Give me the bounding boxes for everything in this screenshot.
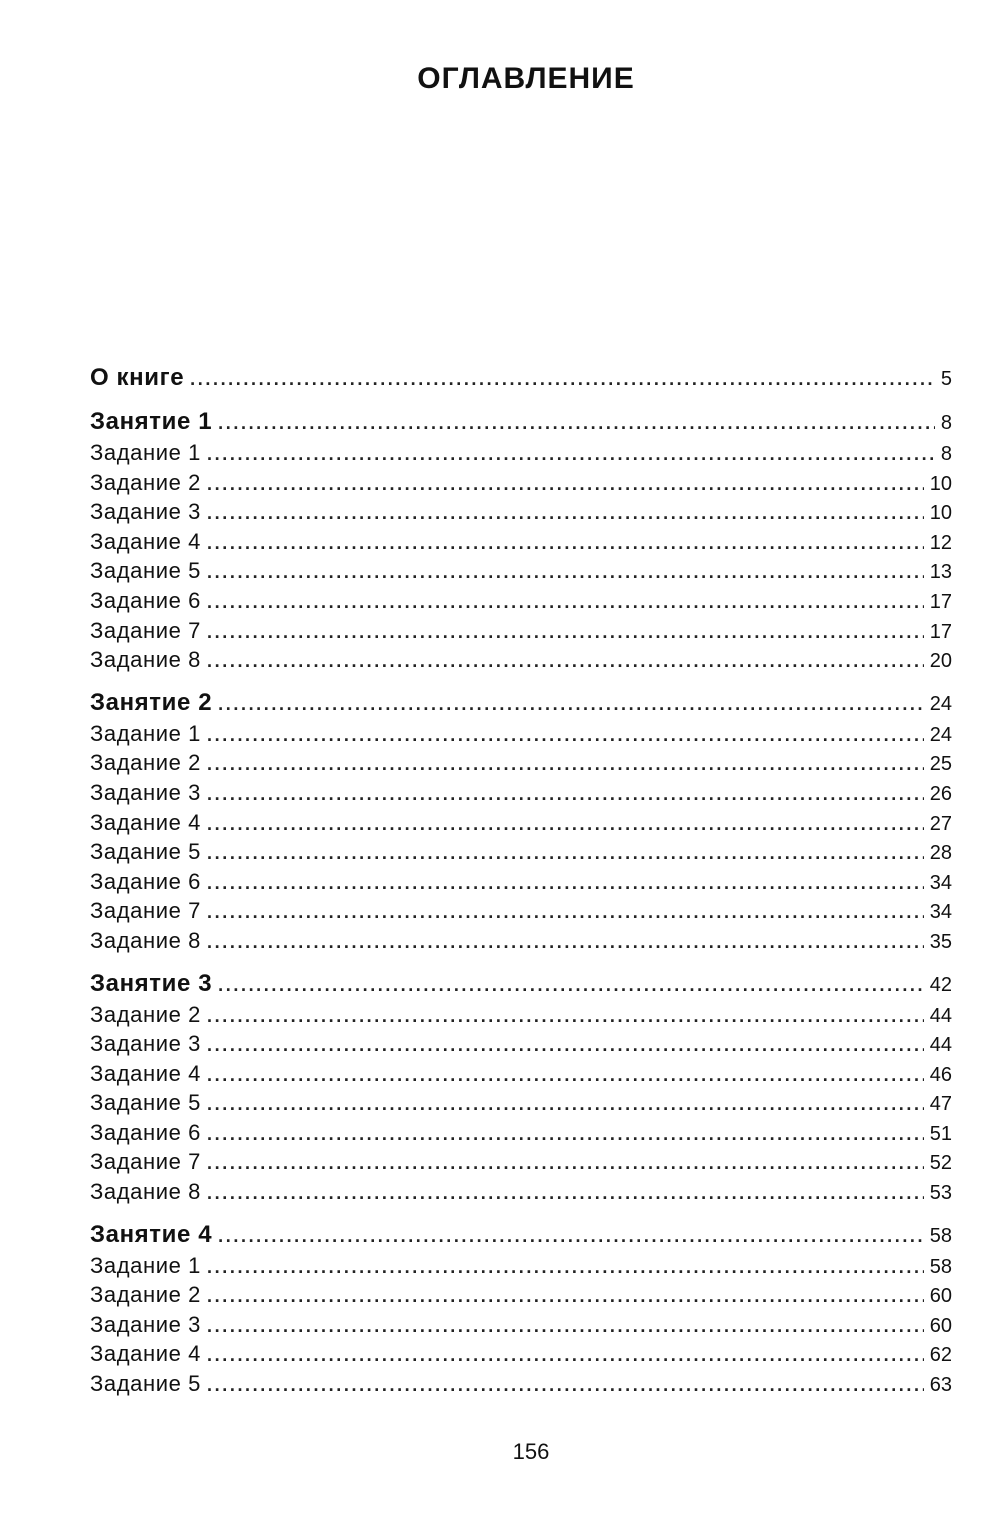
toc-entry-page: 10 [929, 472, 952, 495]
dot-leader [207, 1312, 924, 1342]
toc-entry-label: Задание 7 [90, 617, 202, 643]
toc-entry-page: 53 [929, 1182, 952, 1205]
toc-entry-label: Задание 4 [90, 1341, 202, 1367]
toc-entry-label: Задание 3 [90, 499, 202, 525]
toc-entry-label: Задание 8 [90, 647, 202, 673]
toc-entry-page: 34 [929, 901, 952, 924]
dot-leader [207, 810, 924, 840]
dot-leader [207, 839, 924, 869]
toc-entry-page: 24 [929, 692, 952, 715]
toc-task-entry[interactable] [90, 1369, 952, 1399]
dot-leader [207, 1179, 924, 1209]
toc-entry-label: Задание 2 [90, 1282, 202, 1308]
toc-chapter-entry[interactable] [90, 968, 952, 1000]
toc-task-entry[interactable] [90, 1147, 952, 1177]
toc-task-entry[interactable] [90, 1177, 952, 1207]
toc-chapter-entry[interactable] [90, 1219, 952, 1251]
toc-task-entry[interactable] [90, 1059, 952, 1089]
dot-leader [218, 688, 924, 720]
toc-entry-page: 42 [929, 973, 952, 996]
toc-entry-label: Задание 5 [90, 558, 202, 584]
toc-entry-page: 58 [929, 1255, 952, 1278]
toc-entry-label: Задание 2 [90, 750, 202, 776]
toc-task-entry[interactable] [90, 1000, 952, 1030]
toc-task-entry[interactable] [90, 748, 952, 778]
toc-chapter-group [90, 1219, 952, 1399]
toc-task-entry[interactable] [90, 1118, 952, 1148]
toc-entry-label: Занятие 4 [90, 1220, 213, 1248]
toc-task-entry[interactable] [90, 896, 952, 926]
dot-leader [207, 898, 924, 928]
dot-leader [207, 470, 924, 500]
dot-leader [207, 618, 924, 648]
toc-entry-page: 13 [929, 561, 952, 584]
dot-leader [207, 499, 924, 529]
toc-task-entry[interactable] [90, 1251, 952, 1281]
toc-entry-page: 25 [929, 753, 952, 776]
toc-entry-page: 28 [929, 842, 952, 865]
toc-chapter-entry[interactable] [90, 687, 952, 719]
toc-task-entry[interactable] [90, 1088, 952, 1118]
toc-task-entry[interactable] [90, 1339, 952, 1369]
toc-entry-label: Задание 5 [90, 1371, 202, 1397]
dot-leader [207, 558, 924, 588]
toc-entry-page: 62 [929, 1344, 952, 1367]
toc-task-entry[interactable] [90, 645, 952, 675]
dot-leader [207, 1282, 924, 1312]
toc-entry-page: 44 [929, 1004, 952, 1027]
toc-entry-page: 44 [929, 1034, 952, 1057]
dot-leader [207, 1149, 924, 1179]
toc-chapter-group [90, 687, 952, 956]
toc-entry-label: Задание 4 [90, 528, 202, 554]
toc-task-entry[interactable] [90, 808, 952, 838]
dot-leader [207, 780, 924, 810]
toc-entry-label: Занятие 1 [90, 408, 213, 435]
toc-entry-label: Задание 7 [90, 898, 202, 924]
toc-task-entry[interactable] [90, 497, 952, 527]
toc-entry-label: Задание 6 [90, 1119, 202, 1145]
toc-chapter-entry[interactable] [90, 406, 952, 438]
toc-entry-page: 47 [929, 1093, 952, 1116]
toc-entry-label: Задание 8 [90, 1179, 202, 1205]
toc-entry-label: Задание 2 [90, 1001, 202, 1027]
toc-entry-page: 12 [929, 531, 952, 554]
dot-leader [218, 407, 935, 439]
table-of-contents [90, 362, 952, 1411]
toc-entry-page: 26 [929, 782, 952, 805]
toc-task-entry[interactable] [90, 867, 952, 897]
dot-leader [207, 1341, 924, 1371]
dot-leader [207, 647, 924, 677]
toc-entry-page: 27 [929, 812, 952, 835]
toc-task-entry[interactable] [90, 1029, 952, 1059]
toc-entry-label: Задание 8 [90, 927, 202, 953]
toc-task-entry[interactable] [90, 778, 952, 808]
toc-entry-label: Задание 6 [90, 587, 202, 613]
toc-entry-page: 60 [929, 1285, 952, 1308]
toc-task-entry[interactable] [90, 468, 952, 498]
dot-leader [218, 1220, 924, 1252]
page-number: 156 [512, 1439, 550, 1464]
toc-entry-page: 60 [929, 1314, 952, 1337]
toc-entry-label: Задание 2 [90, 469, 202, 495]
toc-task-entry[interactable] [90, 616, 952, 646]
toc-task-entry[interactable] [90, 1310, 952, 1340]
dot-leader [207, 588, 924, 618]
toc-entry-label: Занятие 3 [90, 969, 213, 997]
toc-task-entry[interactable] [90, 1280, 952, 1310]
toc-entry-label: О книге [90, 364, 185, 391]
toc-entry-label: Задание 3 [90, 779, 202, 805]
toc-entry-page: 58 [929, 1224, 952, 1247]
dot-leader [207, 750, 924, 780]
toc-entry-label: Задание 5 [90, 839, 202, 865]
toc-entry-label: Задание 4 [90, 809, 202, 835]
toc-entry-label: Задание 4 [90, 1060, 202, 1086]
toc-entry-label: Задание 6 [90, 868, 202, 894]
toc-entry-page: 63 [929, 1374, 952, 1397]
dot-leader [207, 1253, 924, 1283]
toc-entry-page: 52 [929, 1152, 952, 1175]
toc-entry-page: 20 [929, 650, 952, 673]
toc-entry-page: 51 [929, 1122, 952, 1145]
dot-leader [207, 440, 935, 470]
dot-leader [207, 1090, 924, 1120]
toc-entry-label: Задание 3 [90, 1031, 202, 1057]
toc-entry-page: 8 [940, 412, 952, 434]
dot-leader [190, 363, 935, 395]
toc-task-entry[interactable] [90, 438, 952, 468]
toc-entry-label: Занятие 2 [90, 688, 213, 716]
toc-chapter-group [90, 968, 952, 1207]
dot-leader [207, 721, 924, 751]
toc-entry-label: Задание 5 [90, 1090, 202, 1116]
page-title: ОГЛАВЛЕНИЕ [417, 62, 635, 95]
toc-entry-page: 24 [929, 723, 952, 746]
toc-entry-page: 5 [940, 368, 952, 390]
dot-leader [207, 1002, 924, 1032]
toc-entry-page: 46 [929, 1063, 952, 1086]
dot-leader [207, 529, 924, 559]
toc-entry-label: Задание 1 [90, 440, 202, 465]
dot-leader [207, 1371, 924, 1401]
toc-entry-page: 10 [929, 502, 952, 525]
toc-task-entry[interactable] [90, 719, 952, 749]
toc-entry-label: Задание 7 [90, 1149, 202, 1175]
dot-leader [207, 1061, 924, 1091]
dot-leader [207, 928, 924, 958]
dot-leader [218, 969, 924, 1001]
toc-entry-label: Задание 3 [90, 1311, 202, 1337]
toc-entry-page: 8 [940, 443, 952, 465]
toc-entry-page: 34 [929, 871, 952, 894]
toc-task-entry[interactable] [90, 926, 952, 956]
dot-leader [207, 869, 924, 899]
toc-entry-label: Задание 1 [90, 1252, 202, 1278]
toc-entry-label: Задание 1 [90, 720, 202, 746]
toc-entry-page: 17 [929, 590, 952, 613]
dot-leader [207, 1031, 924, 1061]
toc-task-entry[interactable] [90, 556, 952, 586]
toc-entry-page: 35 [929, 930, 952, 953]
dot-leader [207, 1120, 924, 1150]
toc-task-entry[interactable] [90, 586, 952, 616]
toc-task-entry[interactable] [90, 527, 952, 557]
toc-entry-about-book[interactable] [90, 362, 952, 394]
toc-task-entry[interactable] [90, 837, 952, 867]
toc-chapter-group [90, 406, 952, 675]
toc-entry-page: 17 [929, 620, 952, 643]
